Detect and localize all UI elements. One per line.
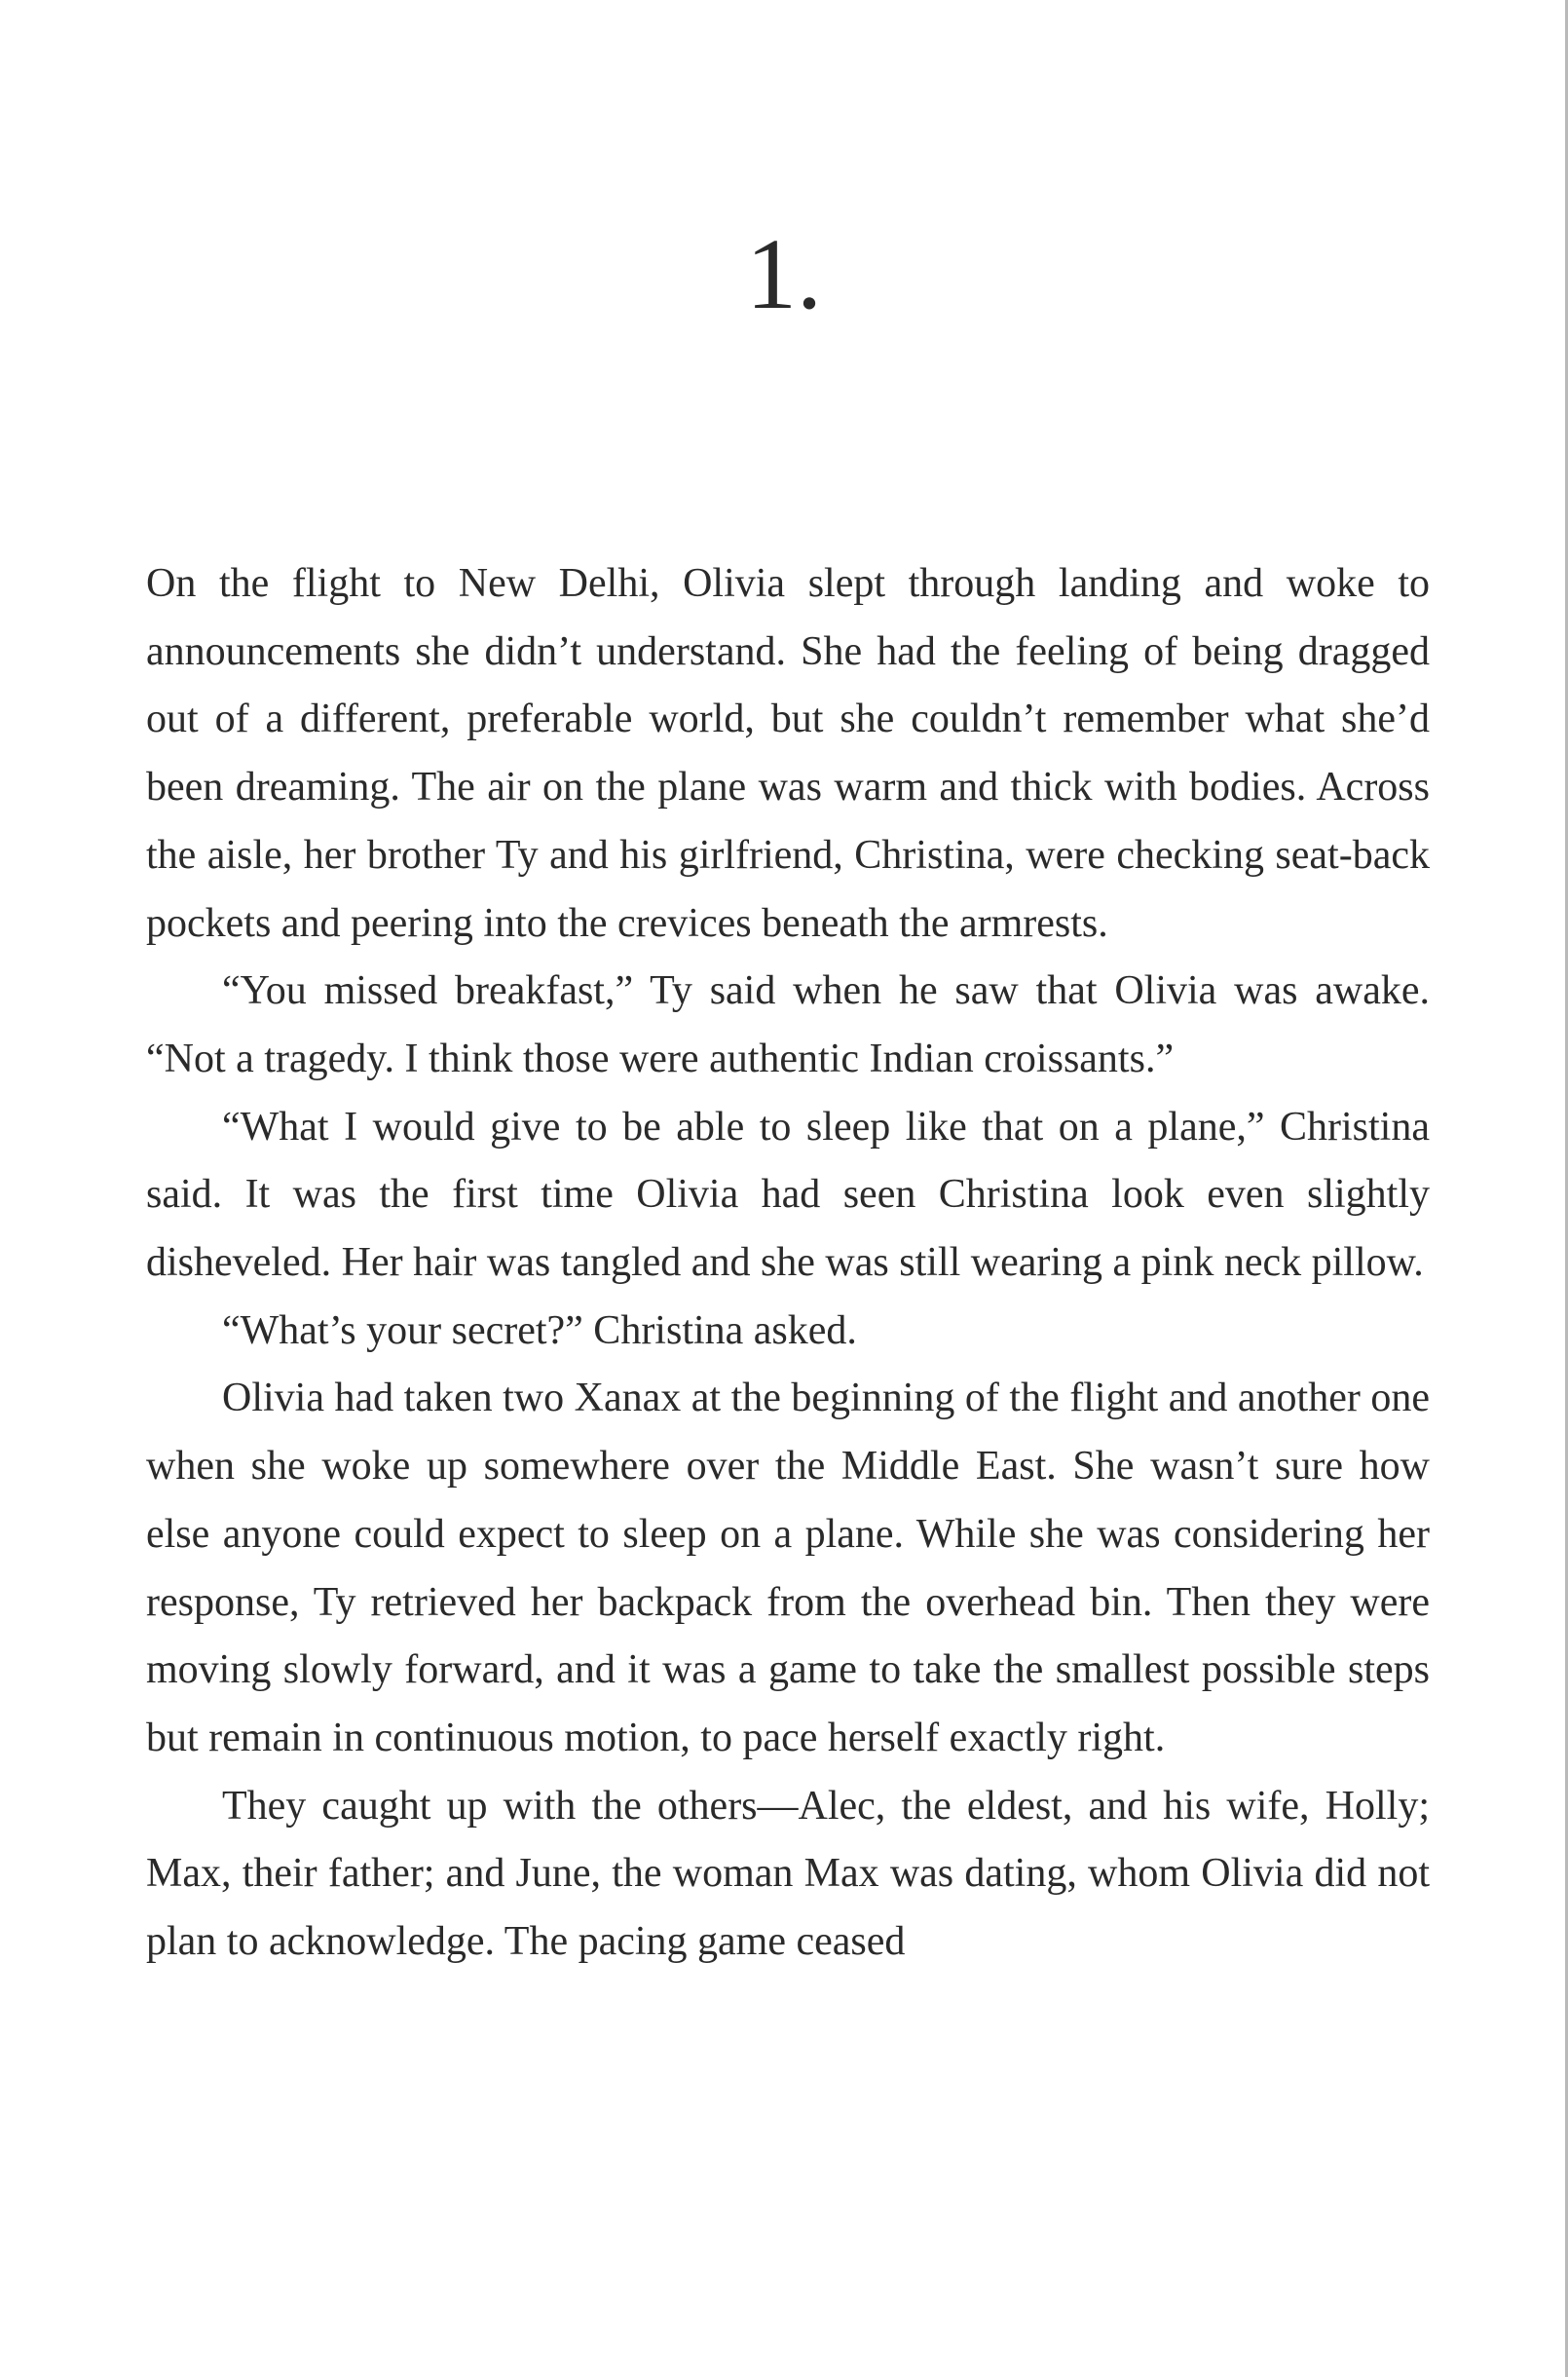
paragraph-5: Olivia had taken two Xanax at the beginning of the flight and another one when she woke up somewhere over the Middle East. She wasn’t sure how else anyone could expect to sleep on a plane. While she was considering her response, Ty retrieved her backpack from the overhead bin. Then they were moving slowly forward, and it was a game to take the smallest possible steps but remain in continuous motion, to pace herself exactly right. [146, 1376, 1430, 1760]
paragraph-2: “You missed breakfast,” Ty said when he saw that Olivia was awake. “Not a tragedy. I think those were authentic Indian croissants.” [146, 968, 1430, 1081]
paragraph-6: They caught up with the others—Alec, the eldest, and his wife, Holly; Max, their father; and June, the woman Max was dating, whom Olivia did not plan to acknowledge. The pacing game ceased [146, 1783, 1430, 1965]
paragraph-1: On the flight to New Delhi, Olivia slept through landing and woke to announcements she didn’t understand. She had the feeling of being dragged out of a different, preferable world, but she couldn’t remember what she’d been dreaming. The air on the plane was warm and thick with bodies. Across the aisle, her brother Ty and his girlfriend, Christina, were checking seat-back pockets and peering into the crevices beneath the armrests. [146, 561, 1430, 946]
chapter-body [146, 550, 1430, 1977]
chapter-number: 1. [746, 218, 822, 330]
paragraph-4: “What’s your secret?” Christina asked. [222, 1307, 857, 1353]
paragraph-3: “What I would give to be able to sleep like that on a plane,” Christina said. It was the first time Olivia had seen Christina look even slightly disheveled. Her hair was tangled and she was still wearing a pink neck pillow. [146, 1104, 1430, 1286]
